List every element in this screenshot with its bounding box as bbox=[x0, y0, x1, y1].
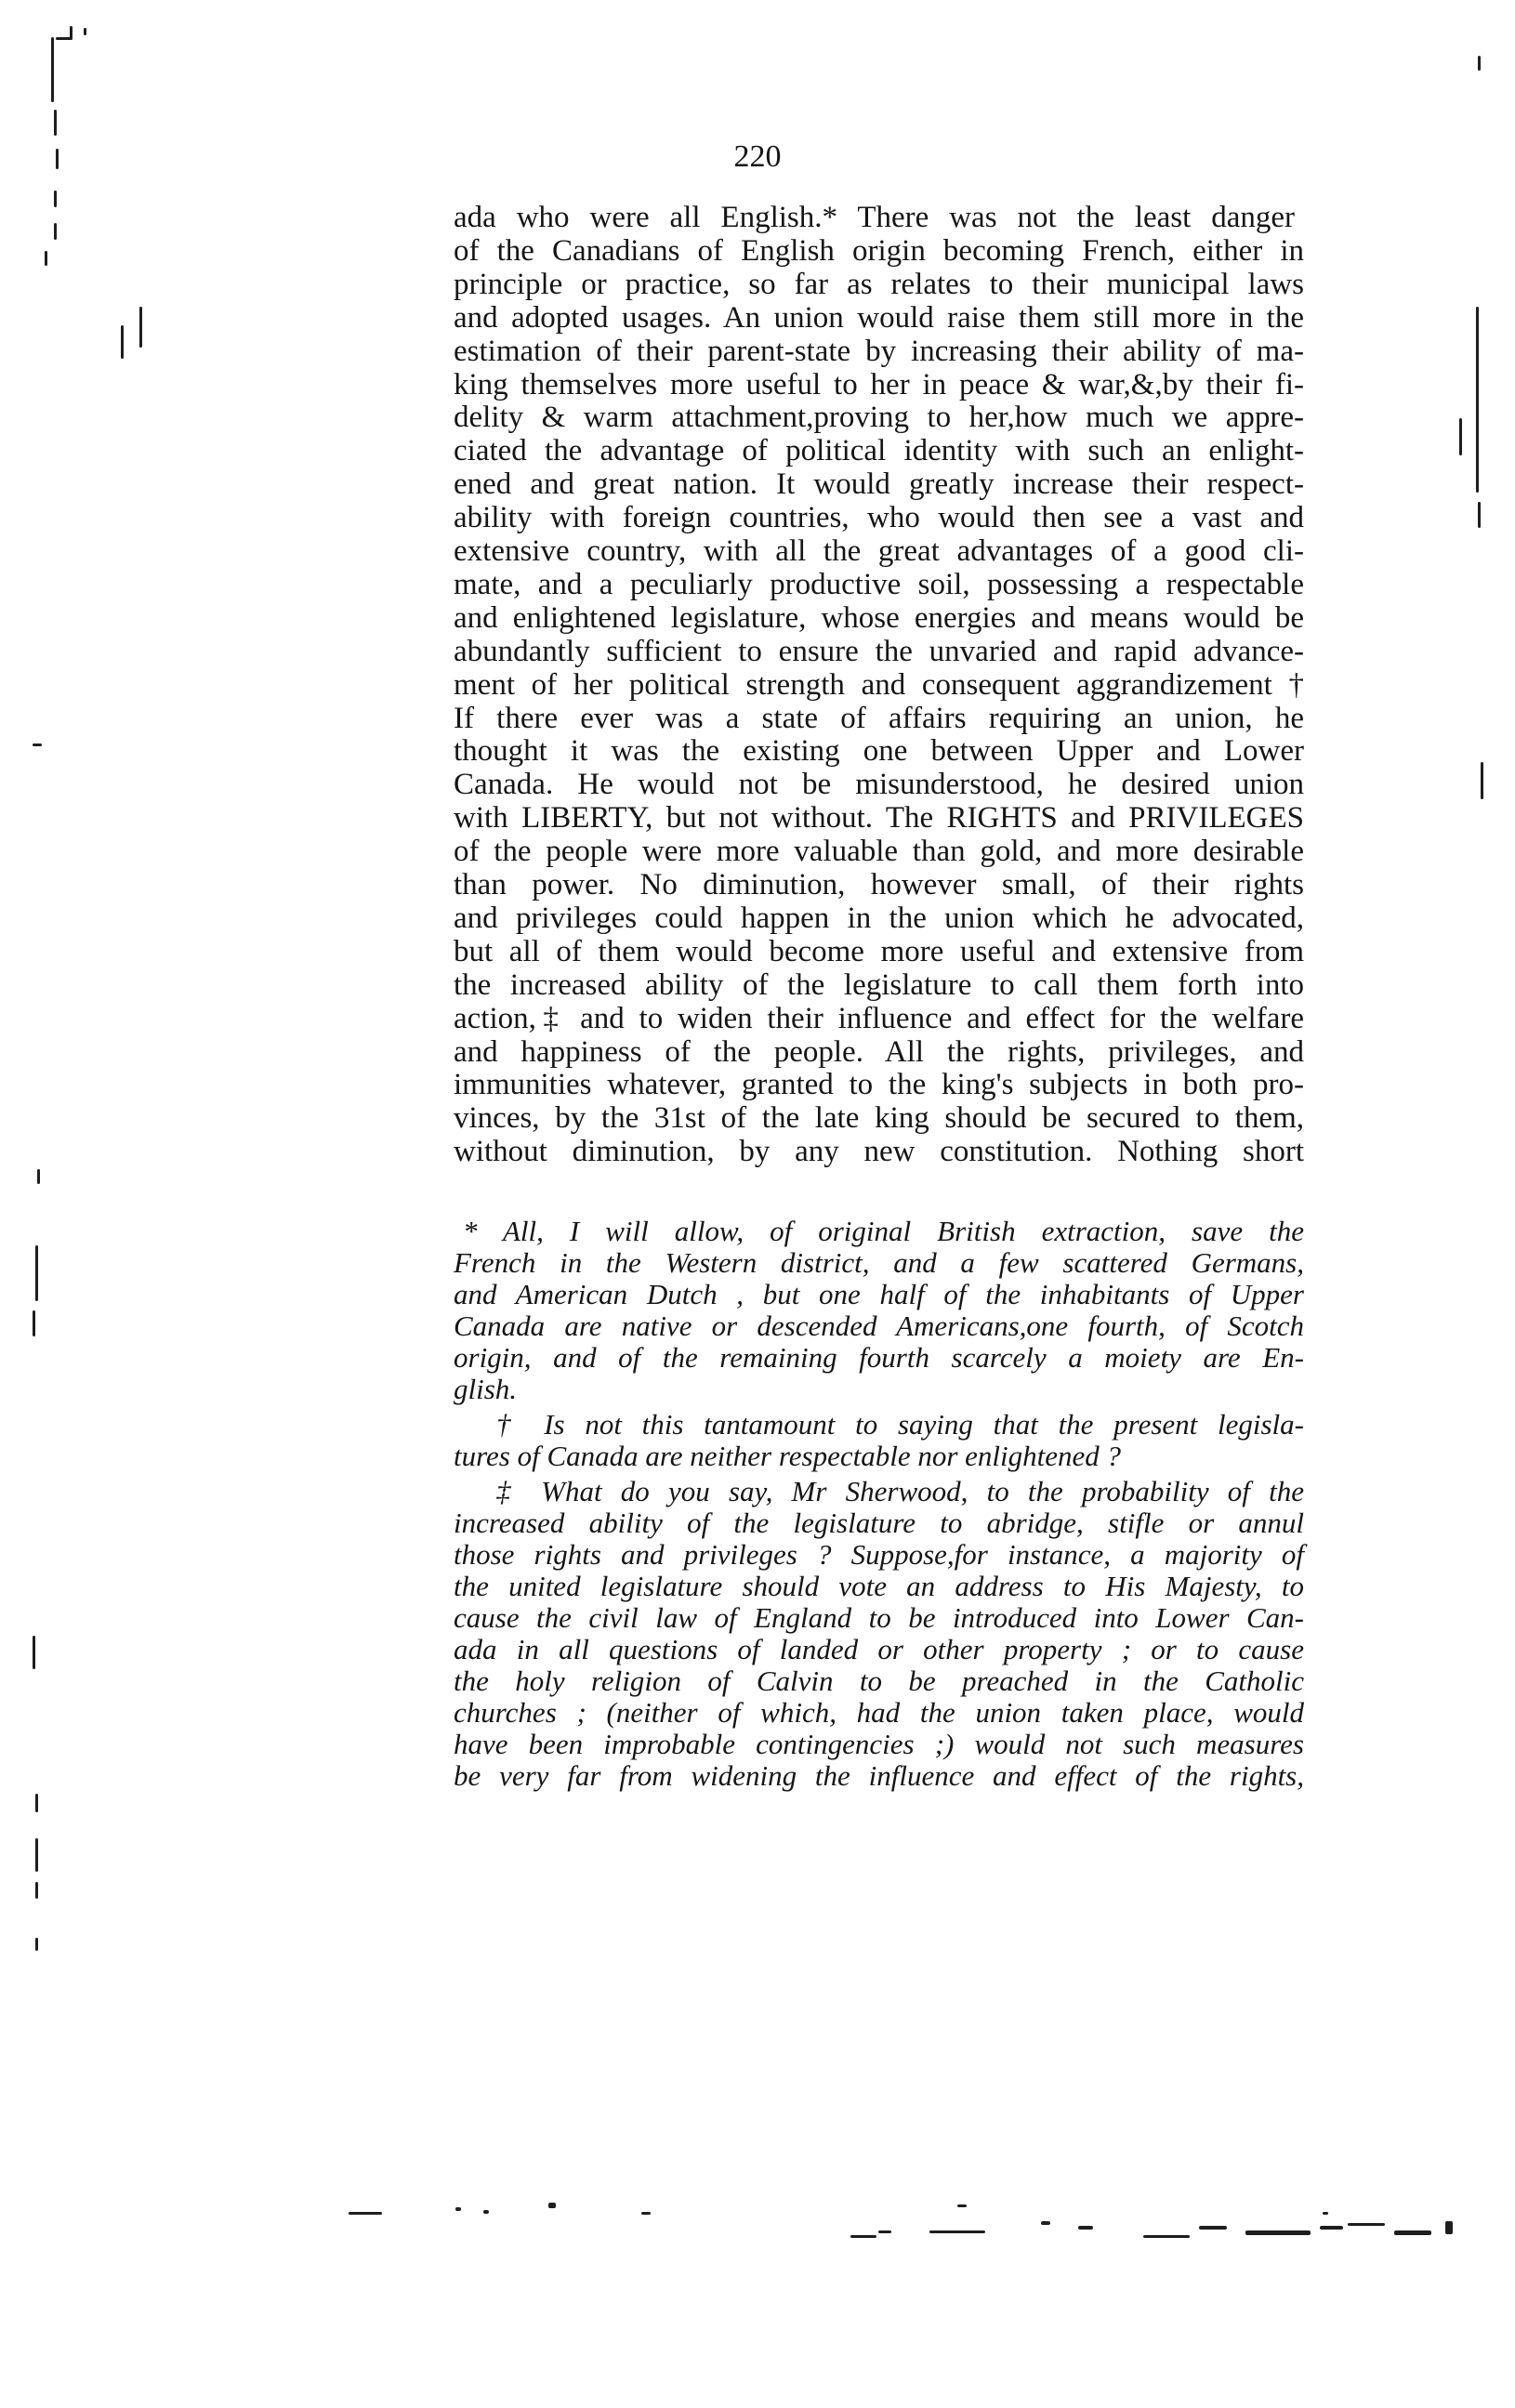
footnote-line: have been improbable contingencies ;) would not such measures bbox=[454, 1728, 1304, 1760]
text-line: of the Canadians of English origin becoming French, either in bbox=[454, 234, 1304, 268]
scan-speck bbox=[45, 251, 47, 266]
scan-speck bbox=[878, 2230, 891, 2233]
scan-speck bbox=[1323, 2212, 1328, 2215]
text-line: ability with foreign countries, who would then see a vast and bbox=[454, 501, 1304, 534]
scan-speck bbox=[51, 37, 54, 102]
text-line: and adopted usages. An union would raise them still more in the bbox=[454, 301, 1304, 335]
footnote-line: glish. bbox=[454, 1373, 518, 1405]
scan-speck bbox=[37, 1169, 40, 1184]
text-line: mate, and a peculiarly productive soil, possessing a respectable bbox=[454, 568, 1304, 601]
text-line: than power. No diminution, however small, of their rights bbox=[454, 868, 1304, 901]
text-line: king themselves more useful to her in peace & war,&,by their fi- bbox=[454, 368, 1304, 401]
footnote-line: the holy religion of Calvin to be preached in the Catholic bbox=[454, 1665, 1304, 1697]
footnote-line: and American Dutch , but one half of the inhabitants of Upper bbox=[454, 1278, 1304, 1310]
text-line: of the people were more valuable than gold, and more desirable bbox=[454, 835, 1304, 868]
text-line: thought it was the existing one between Upper and Lower bbox=[454, 734, 1304, 768]
scan-speck bbox=[35, 1882, 38, 1899]
scan-speck bbox=[1320, 2226, 1343, 2230]
scan-speck bbox=[35, 1245, 38, 1301]
scan-speck bbox=[1143, 2235, 1190, 2238]
text-line: action,‡ and to widen their influence and effect for the welfare bbox=[454, 1002, 1304, 1035]
text-line: ened and great nation. It would greatly increase their respect- bbox=[454, 467, 1304, 501]
scan-speck bbox=[1199, 2226, 1227, 2230]
scan-speck bbox=[70, 26, 72, 39]
scan-speck bbox=[1476, 307, 1479, 493]
text-line: without diminution, by any new constitution. Nothing short bbox=[454, 1135, 1304, 1168]
scan-speck bbox=[1459, 418, 1462, 455]
text-line: the increased ability of the legislature to call them forth into bbox=[454, 968, 1304, 1002]
scan-speck bbox=[35, 1838, 38, 1872]
footnote-line: tures of Canada are neither respectable nor enlightened ? bbox=[454, 1440, 1122, 1472]
scan-speck bbox=[84, 28, 86, 35]
footnote-line: those rights and privileges ? Suppose,for instance, a majority of bbox=[454, 1538, 1304, 1571]
footnote-line: increased ability of the legislature to abridge, stifle or annul bbox=[454, 1507, 1304, 1539]
footnote-line: † Is not this tantamount to saying that the present legisla- bbox=[496, 1408, 1304, 1441]
text-line: but all of them would become more useful and extensive from bbox=[454, 935, 1304, 968]
scan-speck bbox=[483, 2210, 489, 2214]
scan-speck bbox=[1478, 502, 1481, 528]
scan-speck bbox=[33, 1636, 35, 1669]
footnote-line: ada in all questions of landed or other property ; or to cause bbox=[454, 1633, 1304, 1665]
scan-speck bbox=[35, 1794, 38, 1812]
footnote-line: be very far from widening the influence and effect of the rights, bbox=[454, 1759, 1304, 1792]
text-line: abundantly sufficient to ensure the unvaried and rapid advance- bbox=[454, 635, 1304, 668]
scan-speck bbox=[121, 325, 124, 359]
text-line: delity & warm attachment,proving to her,how much we appre- bbox=[454, 401, 1304, 434]
scan-speck bbox=[1445, 2221, 1453, 2234]
text-line: with LIBERTY, but not without. The RIGHTS and PRIVILEGES bbox=[454, 801, 1304, 835]
text-line: vinces, by the 31st of the late king should be secured to them, bbox=[454, 1101, 1304, 1135]
footnote-line: French in the Western district, and a few scattered Germans, bbox=[454, 1246, 1304, 1279]
scan-speck bbox=[548, 2203, 556, 2208]
scan-speck bbox=[54, 191, 57, 207]
footnote-line: the united legislature should vote an address to His Majesty, to bbox=[454, 1570, 1304, 1602]
scan-speck bbox=[33, 743, 42, 746]
footnote-line: * All, I will allow, of original British extraction, save the bbox=[463, 1215, 1304, 1247]
footnote-line: churches ; (neither of which, had the union taken place, would bbox=[454, 1696, 1304, 1729]
scan-speck bbox=[33, 1310, 35, 1336]
scan-speck bbox=[139, 307, 142, 348]
text-line: ment of her political strength and consequent aggrandizement † bbox=[454, 668, 1304, 702]
scan-speck bbox=[1478, 56, 1481, 71]
scan-speck bbox=[929, 2230, 985, 2233]
footnote-line: cause the civil law of England to be introduced into Lower Can- bbox=[454, 1601, 1304, 1634]
scan-speck bbox=[957, 2204, 967, 2207]
scan-speck bbox=[455, 2207, 461, 2211]
text-line: and enlightened legislature, whose energies and means would be bbox=[454, 601, 1304, 635]
text-line: If there ever was a state of affairs requiring an union, he bbox=[454, 702, 1304, 735]
scan-speck bbox=[1394, 2230, 1431, 2235]
scan-speck bbox=[54, 223, 57, 240]
scan-speck bbox=[1481, 762, 1483, 799]
scan-speck bbox=[1348, 2223, 1385, 2226]
scan-speck bbox=[349, 2212, 382, 2215]
footnote-line: origin, and of the remaining fourth scarcely a moiety are En- bbox=[454, 1341, 1304, 1374]
scan-speck bbox=[641, 2212, 651, 2215]
scan-speck bbox=[35, 1938, 38, 1951]
scan-speck bbox=[850, 2235, 876, 2238]
text-line: ada who were all English.* There was not the least danger bbox=[454, 201, 1295, 234]
text-line: ciated the advantage of political identity with such an enlight- bbox=[454, 434, 1304, 467]
footnote-line: Canada are native or descended Americans,one fourth, of Scotch bbox=[454, 1309, 1304, 1342]
page-number: 220 bbox=[733, 139, 782, 174]
text-line: and happiness of the people. All the rights, privileges, and bbox=[454, 1035, 1304, 1069]
scan-speck bbox=[1245, 2230, 1311, 2235]
scan-speck bbox=[1041, 2221, 1050, 2225]
text-line: immunities whatever, granted to the king's subjects in both pro- bbox=[454, 1068, 1304, 1101]
text-line: and privileges could happen in the union which he advocated, bbox=[454, 901, 1304, 935]
scan-speck bbox=[54, 110, 57, 136]
text-line: principle or practice, so far as relates to their municipal laws bbox=[454, 268, 1304, 301]
scan-speck bbox=[1078, 2226, 1093, 2230]
footnote-line: ‡ What do you say, Mr Sherwood, to the probability of the bbox=[496, 1475, 1304, 1507]
text-line: estimation of their parent-state by increasing their ability of ma- bbox=[454, 335, 1304, 368]
text-line: extensive country, with all the great advantages of a good cli- bbox=[454, 534, 1304, 568]
text-line: Canada. He would not be misunderstood, he desired union bbox=[454, 768, 1304, 801]
